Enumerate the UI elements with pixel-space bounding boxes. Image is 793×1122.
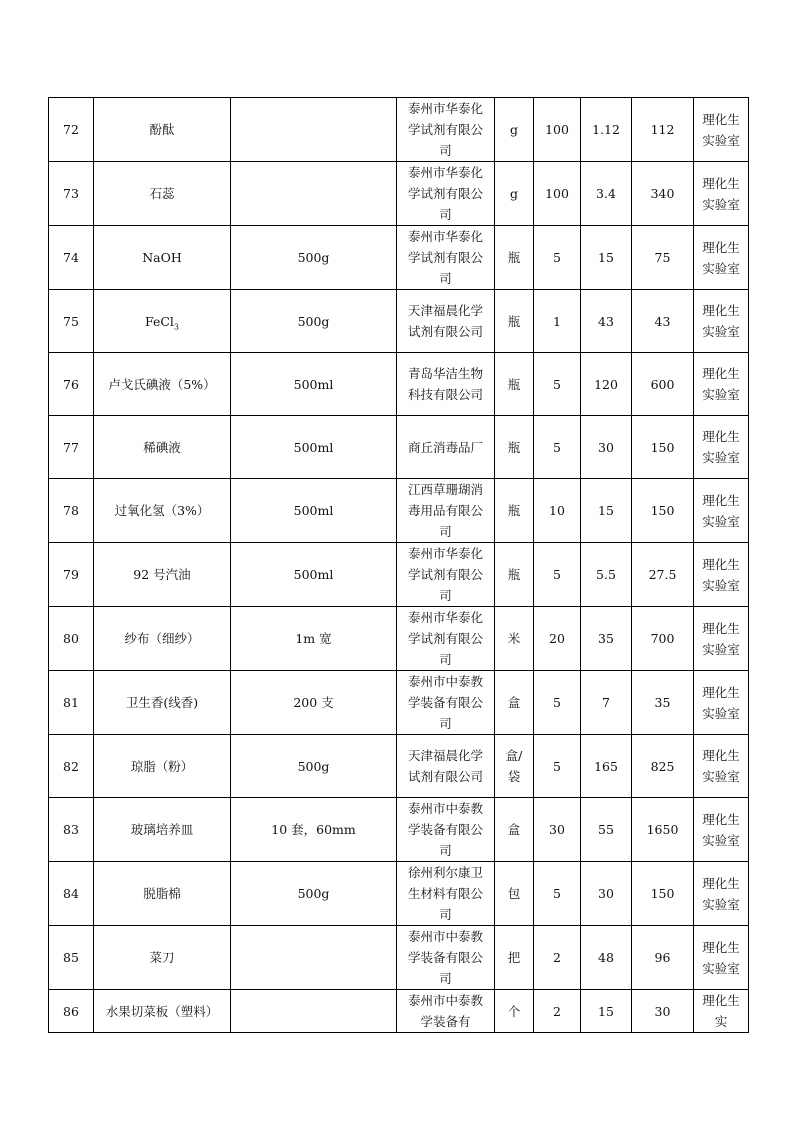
unit-price-cell [581, 290, 632, 353]
quantity-cell [534, 226, 581, 290]
unit-price-text: 1.12 [592, 122, 620, 137]
row-number-cell [49, 290, 94, 353]
quantity-text: 2 [553, 950, 561, 965]
quantity-text: 30 [549, 822, 565, 837]
spec-cell [231, 543, 397, 607]
amount-text: 825 [650, 758, 675, 774]
unit-cell [495, 416, 534, 479]
table-row [49, 226, 749, 290]
supplier-text: 天津福晨化学试剂有限公司 [407, 303, 483, 339]
amount-text: 30 [654, 1003, 671, 1019]
item-name-cell [94, 990, 231, 1033]
unit-price-text: 3.4 [596, 186, 616, 201]
item-name-text: 石蕊 [149, 186, 175, 201]
supplier-cell [397, 162, 495, 226]
department-cell [694, 735, 749, 798]
quantity-text: 100 [545, 122, 569, 137]
row-number-text: 73 [63, 186, 79, 201]
quantity-text: 5 [553, 567, 561, 582]
supplier-cell [397, 353, 495, 416]
item-name-text: 酚酞 [149, 122, 175, 137]
item-name-text: FeCl [144, 313, 174, 329]
department-text: 理化生实验室 [702, 239, 740, 276]
quantity-text: 5 [553, 250, 561, 265]
department-text: 理化生实验室 [702, 748, 740, 784]
row-number-text: 72 [63, 122, 79, 137]
amount-text: 35 [654, 695, 671, 710]
quantity-cell [534, 862, 581, 926]
department-text: 理化生实验室 [702, 429, 740, 465]
table-row [49, 98, 749, 162]
unit-text: 瓶 [507, 250, 521, 265]
quantity-cell [534, 416, 581, 479]
spec-text: 10 套，60mm [271, 822, 356, 837]
unit-cell [495, 671, 534, 735]
supplier-cell [397, 926, 495, 990]
spec-cell [231, 607, 397, 671]
unit-text: 把 [507, 950, 521, 965]
item-name-text: 纱布（细纱） [124, 631, 200, 646]
supplier-text: 泰州市中泰教学装备有 [407, 993, 483, 1029]
unit-price-text: 48 [598, 950, 614, 965]
supplier-cell [397, 735, 495, 798]
spec-text: 500g [297, 758, 330, 774]
row-number-text: 78 [63, 503, 79, 518]
table-row [49, 416, 749, 479]
department-cell [694, 543, 749, 607]
spec-cell [231, 479, 397, 543]
supplier-text: 天津福晨化学试剂有限公司 [407, 748, 483, 784]
department-cell [694, 162, 749, 226]
spec-cell [231, 862, 397, 926]
spec-cell [231, 226, 397, 290]
amount-cell [632, 416, 694, 479]
item-name-text: 稀碘液 [143, 439, 181, 455]
amount-text: 700 [650, 631, 675, 646]
spec-text: 500g [297, 313, 330, 329]
amount-text: 75 [654, 250, 671, 265]
unit-cell [495, 226, 534, 290]
table-row [49, 798, 749, 862]
unit-price-cell [581, 990, 632, 1033]
spec-text: 500ml [293, 567, 334, 582]
department-text: 理化生实验室 [702, 811, 740, 848]
spec-cell [231, 735, 397, 798]
spec-cell [231, 671, 397, 735]
amount-cell [632, 798, 694, 862]
unit-text: 米 [507, 631, 521, 646]
item-name-cell [94, 607, 231, 671]
unit-price-cell [581, 479, 632, 543]
row-number-cell [49, 162, 94, 226]
department-cell [694, 607, 749, 671]
row-number-text: 83 [63, 822, 79, 837]
unit-cell [495, 543, 534, 607]
unit-price-text: 55 [598, 822, 614, 837]
unit-cell [495, 607, 534, 671]
item-name-cell [94, 162, 231, 226]
unit-cell [495, 735, 534, 798]
unit-cell [495, 862, 534, 926]
supplier-text: 徐州利尔康卫生材料有限公司 [407, 865, 483, 922]
row-number-cell [49, 990, 94, 1033]
table-row [49, 990, 749, 1033]
department-text: 理化生实验室 [702, 175, 740, 212]
department-text: 理化生实 [702, 993, 740, 1029]
department-cell [694, 862, 749, 926]
item-name-text: NaOH [142, 250, 182, 265]
amount-cell [632, 607, 694, 671]
spec-text: 200 支 [293, 695, 334, 710]
quantity-cell [534, 353, 581, 416]
amount-cell [632, 926, 694, 990]
quantity-cell [534, 607, 581, 671]
unit-price-cell [581, 416, 632, 479]
item-name-cell [94, 98, 231, 162]
quantity-text: 1 [553, 313, 561, 329]
supplier-text: 泰州市华泰化学试剂有限公司 [407, 546, 483, 603]
row-number-text: 84 [63, 886, 79, 901]
department-cell [694, 353, 749, 416]
department-cell [694, 479, 749, 543]
row-number-text: 77 [63, 439, 79, 455]
unit-cell [495, 290, 534, 353]
unit-price-text: 120 [594, 376, 618, 392]
supplier-text: 江西草珊瑚消毒用品有限公司 [407, 482, 483, 539]
unit-price-cell [581, 543, 632, 607]
supplier-cell [397, 416, 495, 479]
item-name-cell [94, 798, 231, 862]
table-row [49, 926, 749, 990]
supplier-cell [397, 543, 495, 607]
quantity-text: 5 [553, 886, 561, 901]
quantity-text: 100 [545, 186, 569, 201]
quantity-text: 20 [549, 631, 565, 646]
amount-cell [632, 98, 694, 162]
amount-cell [632, 226, 694, 290]
table-row [49, 479, 749, 543]
unit-price-text: 15 [598, 250, 614, 265]
department-cell [694, 416, 749, 479]
row-number-text: 74 [63, 250, 79, 265]
spec-cell [231, 990, 397, 1033]
unit-cell [495, 479, 534, 543]
row-number-cell [49, 98, 94, 162]
spec-text: 500ml [293, 439, 334, 455]
row-number-cell [49, 353, 94, 416]
quantity-cell [534, 98, 581, 162]
table-row [49, 862, 749, 926]
supplier-cell [397, 290, 495, 353]
row-number-cell [49, 479, 94, 543]
unit-price-text: 15 [598, 1003, 614, 1019]
department-cell [694, 798, 749, 862]
spec-cell [231, 290, 397, 353]
department-cell [694, 990, 749, 1033]
unit-text: 包 [507, 886, 521, 901]
spec-cell [231, 353, 397, 416]
item-name-cell [94, 353, 231, 416]
supplier-text: 泰州市华泰化学试剂有限公司 [407, 101, 483, 158]
item-name-text: 脱脂棉 [143, 886, 181, 901]
unit-price-cell [581, 353, 632, 416]
row-number-cell [49, 226, 94, 290]
department-text: 理化生实验室 [702, 111, 740, 148]
quantity-text: 10 [549, 503, 565, 518]
supplier-cell [397, 671, 495, 735]
table-row [49, 353, 749, 416]
amount-text: 112 [650, 122, 675, 137]
quantity-cell [534, 990, 581, 1033]
amount-text: 150 [650, 439, 675, 455]
department-cell [694, 926, 749, 990]
unit-cell [495, 353, 534, 416]
supplier-cell [397, 862, 495, 926]
row-number-cell [49, 543, 94, 607]
item-name-cell [94, 671, 231, 735]
table-row [49, 290, 749, 353]
quantity-text: 5 [553, 376, 561, 392]
table-row [49, 543, 749, 607]
supplier-text: 泰州市华泰化学试剂有限公司 [407, 610, 483, 667]
supplier-cell [397, 226, 495, 290]
unit-price-cell [581, 735, 632, 798]
department-cell [694, 226, 749, 290]
unit-price-text: 30 [598, 439, 614, 455]
department-text: 理化生实验室 [702, 875, 740, 912]
unit-price-text: 165 [594, 758, 618, 774]
amount-cell [632, 353, 694, 416]
department-cell [694, 98, 749, 162]
table-body [49, 98, 749, 1033]
item-name-cell [94, 226, 231, 290]
department-cell [694, 671, 749, 735]
unit-cell [495, 926, 534, 990]
row-number-cell [49, 926, 94, 990]
item-name-text: 水果切菜板（塑料） [105, 1003, 219, 1019]
amount-text: 96 [654, 950, 671, 965]
spec-text: 500ml [293, 503, 334, 518]
unit-price-cell [581, 926, 632, 990]
unit-price-text: 15 [598, 503, 614, 518]
amount-text: 27.5 [648, 567, 677, 582]
department-text: 理化生实验室 [702, 684, 740, 721]
supplier-text: 泰州市中泰教学装备有限公司 [407, 801, 483, 858]
department-cell [694, 290, 749, 353]
amount-cell [632, 671, 694, 735]
row-number-text: 82 [63, 758, 79, 774]
unit-cell [495, 98, 534, 162]
amount-text: 1650 [646, 822, 679, 837]
unit-price-cell [581, 862, 632, 926]
amount-text: 150 [650, 503, 675, 518]
row-number-cell [49, 607, 94, 671]
department-text: 理化生实验室 [702, 492, 740, 529]
amount-text: 340 [650, 186, 675, 201]
quantity-text: 5 [553, 758, 561, 774]
spec-text: 1m 宽 [295, 631, 332, 646]
row-number-text: 81 [63, 695, 79, 710]
quantity-cell [534, 479, 581, 543]
department-text: 理化生实验室 [702, 303, 740, 339]
unit-text: 个 [507, 1003, 521, 1019]
supplier-text: 泰州市中泰教学装备有限公司 [407, 674, 483, 731]
item-name-subscript: 3 [173, 322, 180, 331]
unit-text: 瓶 [507, 503, 521, 518]
unit-text: 瓶 [507, 439, 521, 455]
amount-cell [632, 290, 694, 353]
supplier-text: 商丘消毒品厂 [407, 439, 483, 455]
item-name-text: 过氧化氢（3%） [114, 503, 210, 518]
spec-cell [231, 162, 397, 226]
spec-text: 500ml [293, 376, 334, 392]
unit-price-cell [581, 607, 632, 671]
supplier-text: 泰州市华泰化学试剂有限公司 [407, 229, 483, 286]
quantity-text: 5 [553, 439, 561, 455]
unit-price-text: 43 [598, 313, 614, 329]
spec-cell [231, 798, 397, 862]
unit-text: 盒 [507, 822, 521, 837]
department-text: 理化生实验室 [702, 620, 740, 657]
table-row [49, 735, 749, 798]
item-name-text: 卢戈氏碘液（5%） [108, 376, 216, 392]
unit-cell [495, 798, 534, 862]
quantity-cell [534, 671, 581, 735]
inventory-table [48, 97, 749, 1033]
row-number-text: 75 [63, 313, 79, 329]
quantity-text: 2 [553, 1003, 561, 1019]
item-name-cell [94, 543, 231, 607]
row-number-cell [49, 416, 94, 479]
row-number-cell [49, 735, 94, 798]
quantity-cell [534, 798, 581, 862]
unit-text: 瓶 [507, 376, 521, 392]
item-name-text: 92 号汽油 [133, 567, 191, 582]
supplier-cell [397, 798, 495, 862]
unit-price-cell [581, 671, 632, 735]
item-name-cell [94, 735, 231, 798]
item-name-cell [94, 416, 231, 479]
spec-text: 500g [297, 250, 330, 265]
unit-price-cell [581, 98, 632, 162]
row-number-cell [49, 671, 94, 735]
quantity-cell [534, 543, 581, 607]
table-row [49, 162, 749, 226]
quantity-cell [534, 735, 581, 798]
row-number-text: 80 [63, 631, 79, 646]
amount-cell [632, 990, 694, 1033]
supplier-text: 泰州市华泰化学试剂有限公司 [407, 165, 483, 222]
item-name-text: 卫生香(线香) [125, 695, 199, 710]
row-number-cell [49, 798, 94, 862]
amount-cell [632, 543, 694, 607]
supplier-cell [397, 990, 495, 1033]
table-row [49, 671, 749, 735]
unit-cell [495, 162, 534, 226]
item-name-cell [94, 479, 231, 543]
unit-text: 瓶 [507, 567, 521, 582]
amount-cell [632, 162, 694, 226]
quantity-text: 5 [553, 695, 561, 710]
department-text: 理化生实验室 [702, 556, 740, 593]
quantity-cell [534, 162, 581, 226]
amount-cell [632, 862, 694, 926]
amount-cell [632, 735, 694, 798]
row-number-text: 76 [63, 376, 79, 392]
row-number-text: 85 [63, 950, 79, 965]
unit-price-text: 35 [598, 631, 614, 646]
supplier-cell [397, 607, 495, 671]
supplier-text: 泰州市中泰教学装备有限公司 [407, 929, 483, 986]
unit-price-text: 30 [598, 886, 614, 901]
unit-price-cell [581, 798, 632, 862]
unit-price-cell [581, 226, 632, 290]
quantity-cell [534, 926, 581, 990]
row-number-cell [49, 862, 94, 926]
amount-text: 150 [650, 886, 675, 901]
unit-price-text: 7 [602, 695, 610, 710]
unit-text: 盒 [507, 695, 521, 710]
unit-price-text: 5.5 [596, 567, 616, 582]
supplier-text: 青岛华洁生物科技有限公司 [407, 366, 483, 402]
spec-cell [231, 926, 397, 990]
department-text: 理化生实验室 [702, 939, 740, 976]
supplier-cell [397, 98, 495, 162]
amount-text: 600 [650, 376, 675, 392]
row-number-text: 79 [63, 567, 79, 582]
item-name-cell [94, 926, 231, 990]
table-row [49, 607, 749, 671]
spec-text: 500g [297, 886, 330, 901]
item-name-text: 琼脂（粉） [130, 758, 194, 774]
spec-cell [231, 98, 397, 162]
item-name-cell [94, 290, 231, 353]
department-text: 理化生实验室 [702, 366, 740, 402]
unit-text: g [509, 122, 518, 137]
unit-text: 盒/袋 [505, 748, 523, 784]
item-name-cell [94, 862, 231, 926]
item-name-text: 玻璃培养皿 [130, 822, 194, 837]
spec-cell [231, 416, 397, 479]
unit-text: 瓶 [507, 313, 521, 329]
amount-text: 43 [654, 313, 671, 329]
unit-price-cell [581, 162, 632, 226]
unit-cell [495, 990, 534, 1033]
supplier-cell [397, 479, 495, 543]
quantity-cell [534, 290, 581, 353]
amount-cell [632, 479, 694, 543]
unit-text: g [509, 186, 518, 201]
row-number-text: 86 [63, 1003, 79, 1019]
item-name-text: 菜刀 [149, 950, 175, 965]
